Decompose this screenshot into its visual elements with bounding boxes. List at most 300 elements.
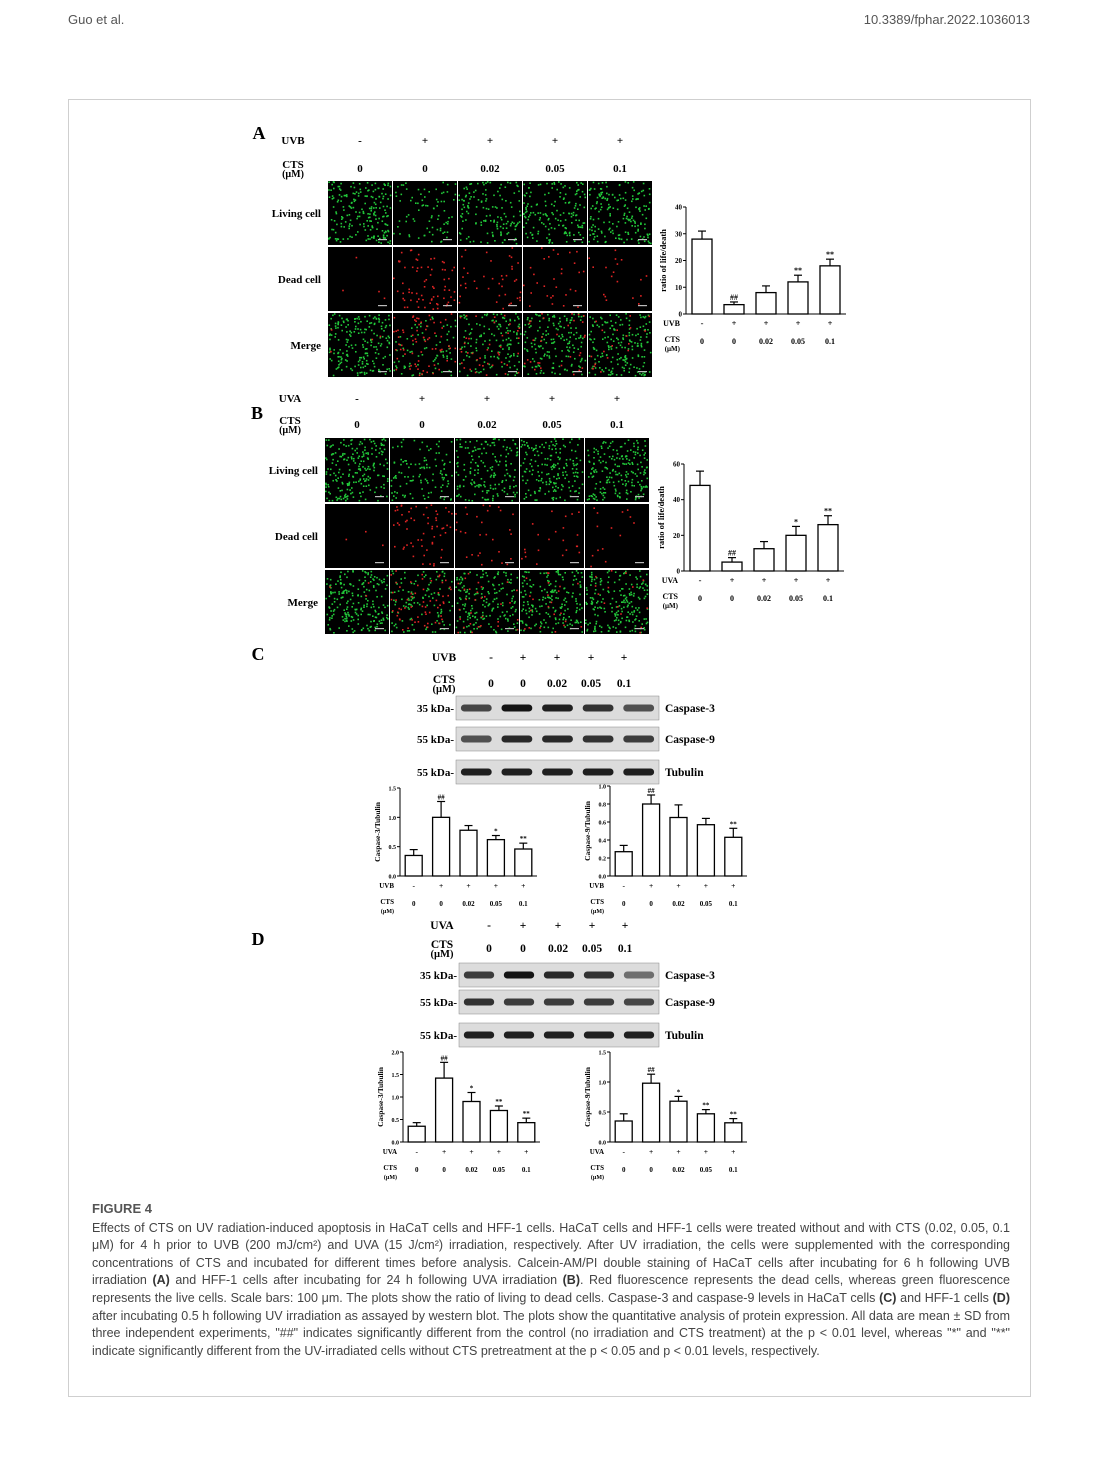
fluor-dot-green — [419, 604, 421, 606]
fluor-dot-green — [500, 184, 502, 186]
fluor-dot-green — [614, 197, 616, 199]
fluor-dot-green — [343, 238, 345, 240]
fluor-dot-green — [382, 451, 384, 453]
fluor-dot-green — [602, 487, 604, 489]
fluor-dot-green — [489, 615, 491, 617]
fluor-dot-red — [552, 303, 554, 305]
fluor-dot-green — [349, 482, 351, 484]
fluor-dot-red — [573, 374, 575, 376]
fluor-dot-green — [384, 607, 386, 609]
radiation-sign: + — [620, 652, 628, 664]
scale-bar — [505, 628, 514, 629]
fluor-dot-green — [576, 190, 578, 192]
fluor-dot-green — [403, 605, 405, 607]
fluor-dot-red — [442, 582, 444, 584]
fluor-dot-green — [551, 227, 553, 229]
fluor-dot-green — [528, 187, 530, 189]
fluor-dot-green — [507, 473, 509, 475]
radiation-sign: + — [613, 393, 621, 405]
fluor-dot-green — [626, 239, 628, 241]
fluor-dot-red — [581, 626, 583, 628]
fluor-dot-green — [517, 577, 519, 579]
fluor-dot-green — [636, 586, 638, 588]
fluor-dot-green — [573, 234, 575, 236]
y-tick-label: 60 — [673, 460, 680, 469]
fluor-dot-green — [443, 477, 445, 479]
fluor-dot-green — [386, 206, 388, 208]
fluor-dot-green — [451, 375, 453, 377]
fluor-dot-red — [611, 527, 613, 529]
fluor-dot-green — [448, 601, 450, 603]
fluor-dot-green — [604, 453, 606, 455]
fluor-dot-green — [327, 484, 329, 486]
fluor-dot-green — [354, 201, 356, 203]
fluor-dot-green — [638, 242, 640, 244]
fluor-dot-green — [627, 611, 629, 613]
fluor-dot-green — [465, 611, 467, 613]
fluor-dot-green — [599, 367, 601, 369]
fluor-dot-green — [493, 608, 495, 610]
fluor-dot-green — [604, 332, 606, 334]
y-tick-label: 0.0 — [598, 1140, 606, 1147]
fluor-dot-green — [358, 457, 360, 459]
fluor-dot-green — [560, 574, 562, 576]
fluor-dot-green — [530, 628, 532, 630]
fluor-dot-green — [638, 620, 640, 622]
fluor-dot-green — [333, 349, 335, 351]
fluor-dot-green — [511, 500, 513, 502]
fluor-dot-red — [628, 343, 630, 345]
fluor-dot-green — [363, 606, 365, 608]
fluor-dot-red — [633, 522, 635, 524]
fluor-dot-red — [606, 299, 608, 301]
blot-band — [624, 972, 654, 979]
fluor-dot-green — [499, 195, 501, 197]
fluor-dot-green — [363, 226, 365, 228]
fluor-dot-red — [465, 599, 467, 601]
fluor-dot-green — [591, 576, 593, 578]
fluor-dot-green — [331, 229, 333, 231]
fluor-dot-green — [575, 600, 577, 602]
fluor-dot-green — [415, 202, 417, 204]
fluor-dot-green — [327, 578, 329, 580]
fluor-dot-green — [419, 373, 421, 375]
fluor-dot-green — [601, 601, 603, 603]
fluor-dot-green — [377, 235, 379, 237]
fluor-dot-green — [601, 631, 603, 633]
fluor-dot-green — [510, 223, 512, 225]
radiation-sign: + — [587, 652, 595, 664]
fluor-dot-green — [538, 184, 540, 186]
fluor-dot-green — [463, 486, 465, 488]
fluor-dot-green — [485, 441, 487, 443]
fluor-dot-green — [544, 464, 546, 466]
fluor-dot-green — [592, 318, 594, 320]
cts-value: 0.1 — [616, 678, 632, 690]
fluor-dot-green — [585, 360, 587, 362]
fluor-dot-green — [440, 470, 442, 472]
fluor-dot-red — [536, 563, 538, 565]
fluor-dot-red — [602, 548, 604, 550]
fluor-dot-red — [455, 348, 457, 350]
fluor-dot-green — [418, 355, 420, 357]
fluor-dot-red — [406, 528, 408, 530]
fluor-dot-green — [467, 447, 469, 449]
fluor-dot-green — [430, 582, 432, 584]
fluor-dot-green — [522, 476, 524, 478]
fluor-dot-red — [423, 589, 425, 591]
fluor-dot-green — [586, 593, 588, 595]
fluor-dot-red — [491, 560, 493, 562]
bar-C-casp9-1 — [643, 804, 660, 876]
fluor-dot-green — [378, 369, 380, 371]
fluor-dot-green — [346, 592, 348, 594]
fluor-dot-green — [348, 614, 350, 616]
fluor-dot-red — [494, 322, 496, 324]
fluor-dot-red — [521, 558, 523, 560]
fluor-dot-green — [604, 321, 606, 323]
fluor-dot-green — [373, 586, 375, 588]
fluor-dot-green — [612, 223, 614, 225]
fluor-dot-green — [617, 353, 619, 355]
fluor-dot-green — [637, 343, 639, 345]
fluor-dot-red — [442, 261, 444, 263]
fluor-dot-green — [551, 187, 553, 189]
fluor-dot-green — [409, 366, 411, 368]
fluor-dot-green — [345, 221, 347, 223]
fluor-dot-green — [547, 575, 549, 577]
fluor-dot-green — [571, 216, 573, 218]
fluor-dot-red — [409, 368, 411, 370]
fluor-dot-green — [594, 226, 596, 228]
fluor-dot-red — [600, 371, 602, 373]
fluor-dot-green — [502, 340, 504, 342]
fluor-dot-green — [601, 446, 603, 448]
fluor-dot-green — [497, 191, 499, 193]
fluor-dot-green — [600, 488, 602, 490]
blot-band — [504, 1032, 534, 1039]
fluor-dot-green — [346, 196, 348, 198]
fluor-dot-green — [609, 446, 611, 448]
blot-band — [464, 999, 494, 1006]
fluor-dot-green — [349, 223, 351, 225]
fluor-dot-green — [373, 463, 375, 465]
fluor-dot-green — [626, 498, 628, 500]
radiation-sign: + — [616, 135, 624, 147]
fluor-dot-red — [435, 622, 437, 624]
fluor-dot-red — [605, 296, 607, 298]
fluor-dot-green — [457, 602, 459, 604]
x-unit-label: (µM) — [383, 1175, 397, 1181]
x-tick-label: 0.02 — [462, 900, 475, 908]
fluor-dot-green — [343, 444, 345, 446]
fluor-dot-green — [470, 338, 472, 340]
fluor-dot-green — [331, 184, 333, 186]
fluor-dot-green — [629, 463, 631, 465]
fluor-dot-green — [365, 453, 367, 455]
fluor-dot-green — [447, 221, 449, 223]
x-tick-label: 0 — [730, 594, 734, 603]
fluor-dot-green — [582, 225, 584, 227]
fluor-dot-green — [333, 182, 335, 184]
fluor-dot-green — [357, 594, 359, 596]
fluor-dot-green — [559, 196, 561, 198]
kda-marker: 35 kDa- — [417, 703, 454, 715]
fluor-dot-red — [447, 595, 449, 597]
fluor-dot-green — [529, 471, 531, 473]
fluor-dot-green — [372, 227, 374, 229]
fluor-dot-green — [346, 608, 348, 610]
cts-value: 0.05 — [542, 419, 562, 431]
x-tick-label: 0.02 — [672, 1166, 685, 1174]
fluor-dot-green — [566, 339, 568, 341]
fluor-dot-green — [358, 481, 360, 483]
fluor-dot-green — [591, 574, 593, 576]
fluor-dot-green — [546, 484, 548, 486]
fluor-dot-green — [373, 346, 375, 348]
fluor-dot-green — [645, 472, 647, 474]
fluor-dot-green — [563, 339, 565, 341]
fluor-dot-green — [597, 197, 599, 199]
fluor-dot-green — [411, 351, 413, 353]
fluor-dot-red — [398, 336, 400, 338]
fluor-dot-green — [359, 224, 361, 226]
fluor-dot-green — [628, 371, 630, 373]
significance-label: ** — [495, 1098, 503, 1106]
fluor-dot-green — [483, 184, 485, 186]
blot-band — [544, 999, 574, 1006]
fluor-dot-green — [630, 221, 632, 223]
header-doi-link[interactable]: 10.3389/fphar.2022.1036013 — [863, 12, 1030, 27]
fluor-dot-green — [460, 215, 462, 217]
fluor-dot-green — [342, 473, 344, 475]
fluor-dot-green — [609, 213, 611, 215]
fluor-dot-green — [525, 624, 527, 626]
fluor-dot-red — [408, 292, 410, 294]
fluor-dot-red — [583, 315, 585, 317]
fluor-dot-green — [342, 455, 344, 457]
fluor-dot-green — [613, 340, 615, 342]
fluor-dot-red — [431, 528, 433, 530]
fluor-dot-green — [352, 448, 354, 450]
fluor-dot-green — [532, 611, 534, 613]
x-radiation-sign: + — [703, 881, 709, 890]
fluor-dot-green — [491, 475, 493, 477]
scale-bar — [638, 371, 647, 372]
fluor-dot-green — [366, 220, 368, 222]
fluor-dot-green — [420, 482, 422, 484]
fluor-dot-green — [523, 605, 525, 607]
fluor-dot-green — [429, 467, 431, 469]
fluor-dot-green — [413, 218, 415, 220]
fluor-dot-red — [541, 336, 543, 338]
fluor-dot-green — [531, 609, 533, 611]
fluor-dot-red — [382, 545, 384, 547]
fluor-dot-green — [544, 493, 546, 495]
fluor-dot-green — [631, 594, 633, 596]
fluor-dot-green — [630, 491, 632, 493]
fluor-dot-green — [350, 335, 352, 337]
fluor-dot-green — [333, 206, 335, 208]
fluor-dot-red — [580, 352, 582, 354]
fluor-dot-green — [335, 464, 337, 466]
x-tick-label: 0 — [414, 1166, 419, 1174]
fluor-dot-red — [548, 539, 550, 541]
fluor-dot-green — [626, 600, 628, 602]
fluor-dot-red — [432, 286, 434, 288]
fluor-dot-green — [524, 348, 526, 350]
fluor-dot-green — [614, 613, 616, 615]
fluor-dot-green — [513, 353, 515, 355]
fluor-dot-green — [531, 206, 533, 208]
fluor-dot-green — [325, 483, 327, 485]
fluor-dot-red — [404, 607, 406, 609]
kda-marker: 55 kDa- — [417, 767, 454, 779]
fluor-dot-green — [641, 466, 643, 468]
fluor-dot-green — [575, 490, 577, 492]
fluor-dot-green — [383, 618, 385, 620]
fluor-dot-green — [593, 347, 595, 349]
fluor-dot-green — [350, 599, 352, 601]
fluor-dot-red — [511, 268, 513, 270]
fluor-dot-green — [649, 233, 651, 235]
fluor-dot-red — [412, 267, 414, 269]
micrograph-B-dead-3 — [520, 504, 584, 568]
fluor-dot-green — [632, 216, 634, 218]
fluor-dot-green — [500, 332, 502, 334]
fluor-dot-green — [551, 441, 553, 443]
fluor-dot-green — [428, 596, 430, 598]
fluor-dot-green — [410, 463, 412, 465]
fluor-dot-green — [409, 603, 411, 605]
fluor-dot-green — [384, 184, 386, 186]
fluor-dot-green — [491, 469, 493, 471]
fluor-dot-green — [506, 594, 508, 596]
fluor-dot-green — [574, 358, 576, 360]
fluor-dot-green — [592, 224, 594, 226]
fluor-dot-green — [346, 620, 348, 622]
fluor-dot-green — [369, 439, 371, 441]
fluor-dot-green — [490, 220, 492, 222]
fluor-dot-green — [601, 353, 603, 355]
bar-D-casp3-0 — [408, 1126, 425, 1142]
fluor-dot-red — [523, 285, 525, 287]
fluor-dot-green — [344, 453, 346, 455]
fluor-dot-red — [555, 531, 557, 533]
fluor-dot-green — [433, 208, 435, 210]
fluor-dot-green — [551, 339, 553, 341]
fluor-dot-red — [477, 592, 479, 594]
fluor-dot-red — [419, 375, 421, 377]
fluor-dot-green — [382, 230, 384, 232]
fluor-dot-green — [525, 483, 527, 485]
fluor-dot-red — [578, 314, 580, 316]
fluor-dot-red — [448, 345, 450, 347]
fluor-dot-green — [364, 374, 366, 376]
fluor-dot-green — [364, 203, 366, 205]
fluor-dot-green — [474, 613, 476, 615]
fluor-dot-green — [369, 590, 371, 592]
fluor-dot-green — [626, 318, 628, 320]
fluor-dot-green — [467, 589, 469, 591]
fluor-dot-green — [381, 596, 383, 598]
fluor-dot-green — [502, 348, 504, 350]
fluor-dot-green — [485, 200, 487, 202]
fluor-dot-green — [531, 466, 533, 468]
fluor-dot-red — [427, 523, 429, 525]
fluor-dot-green — [626, 620, 628, 622]
fluor-dot-green — [340, 183, 342, 185]
fluor-dot-green — [632, 472, 634, 474]
fluor-dot-green — [338, 472, 340, 474]
fluor-dot-green — [476, 339, 478, 341]
fluor-dot-green — [395, 477, 397, 479]
fluor-dot-red — [431, 504, 433, 506]
fluor-dot-red — [465, 283, 467, 285]
fluor-dot-green — [339, 604, 341, 606]
fluor-dot-green — [553, 182, 555, 184]
scale-bar — [570, 628, 579, 629]
fluor-dot-red — [464, 589, 466, 591]
fluor-dot-green — [483, 484, 485, 486]
fluor-dot-green — [514, 320, 516, 322]
fluor-dot-green — [333, 614, 335, 616]
fluor-dot-green — [562, 619, 564, 621]
fluor-dot-green — [326, 473, 328, 475]
fluor-dot-green — [487, 444, 489, 446]
fluor-dot-green — [626, 476, 628, 478]
fluor-dot-green — [591, 572, 593, 574]
x-cts-label: CTS — [383, 1164, 397, 1172]
fluor-dot-green — [526, 613, 528, 615]
fluor-dot-green — [327, 624, 329, 626]
fluor-dot-green — [401, 184, 403, 186]
fluor-dot-green — [348, 228, 350, 230]
fluor-dot-green — [403, 184, 405, 186]
fluor-dot-green — [572, 584, 574, 586]
fluor-dot-green — [457, 486, 459, 488]
fluor-dot-green — [602, 499, 604, 501]
fluor-dot-green — [539, 327, 541, 329]
fluor-dot-green — [512, 222, 514, 224]
fluor-dot-green — [624, 213, 626, 215]
fluor-dot-green — [541, 452, 543, 454]
caption-body — [92, 1220, 1010, 1361]
fluor-dot-green — [407, 630, 409, 632]
fluor-dot-green — [477, 448, 479, 450]
fluor-dot-green — [600, 578, 602, 580]
x-tick-label: 0.02 — [672, 900, 685, 908]
y-tick-label: 10 — [675, 283, 682, 292]
fluor-dot-green — [500, 326, 502, 328]
fluor-dot-red — [505, 294, 507, 296]
fluor-dot-green — [387, 478, 389, 480]
fluor-dot-red — [411, 619, 413, 621]
fluor-dot-red — [445, 507, 447, 509]
fluor-dot-green — [378, 314, 380, 316]
fluor-dot-green — [340, 496, 342, 498]
fluor-dot-green — [590, 584, 592, 586]
fluor-dot-green — [453, 337, 455, 339]
fluor-dot-green — [508, 347, 510, 349]
fluor-dot-green — [608, 570, 610, 572]
fluor-dot-green — [510, 225, 512, 227]
fluor-dot-green — [386, 235, 388, 237]
fluor-dot-red — [406, 520, 408, 522]
fluor-dot-green — [553, 482, 555, 484]
fluor-dot-green — [396, 492, 398, 494]
fluor-dot-green — [341, 218, 343, 220]
